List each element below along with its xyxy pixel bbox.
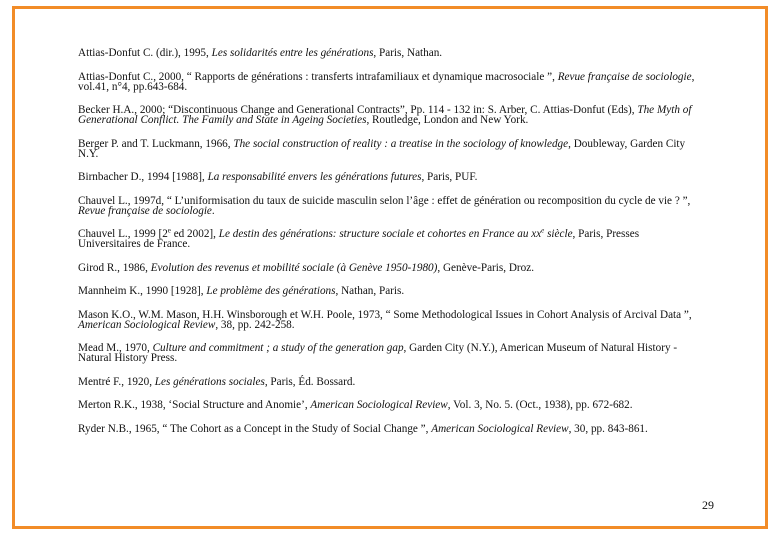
reference-entry bbox=[78, 286, 702, 296]
reference-text: Chauvel L., 1999 [2 bbox=[78, 228, 168, 240]
reference-text: Mentré F., 1920, bbox=[78, 375, 155, 388]
reference-text: Mead M., 1970, bbox=[78, 342, 153, 354]
reference-text: Ryder N.B., 1965, “ The Cohort as a Concept in the Study of Social Change ”, bbox=[78, 422, 432, 435]
reference-title: American Sociological Review bbox=[310, 399, 448, 411]
reference-title: Evolution des revenus et mobilité sociale (à Genève 1950-1980) bbox=[150, 261, 438, 274]
reference-text: , 38, pp. 242-258. bbox=[215, 318, 295, 331]
reference-text: Berger P. and T. Luckmann, 1966, bbox=[78, 137, 234, 150]
reference-text: , Nathan, Paris. bbox=[335, 285, 405, 297]
reference-entry bbox=[78, 400, 702, 410]
reference-text: , Paris, Éd. Bossard. bbox=[264, 375, 356, 388]
reference-text: , Genève-Paris, Droz. bbox=[437, 261, 534, 274]
reference-text: , Garden City (N.Y.), American Museum of Natural History - Natural History Press. bbox=[78, 342, 678, 364]
reference-title: siècle bbox=[544, 228, 573, 240]
reference-title: The Myth of Generational Conflict. The Family and State in Ageing Societies bbox=[78, 104, 692, 126]
reference-title: La responsabilité envers les générations futures bbox=[207, 171, 422, 183]
reference-title: The social construction of reality : a treatise in the sociology of knowledge bbox=[233, 137, 569, 150]
reference-title: Revue française de sociologie bbox=[557, 70, 692, 83]
reference-title: American Sociological Review bbox=[431, 422, 569, 435]
reference-entry bbox=[78, 263, 702, 273]
reference-title: Les générations sociales bbox=[154, 375, 265, 388]
reference-text: , vol.41, n°4, pp.643-684. bbox=[78, 70, 695, 93]
reference-entry bbox=[78, 424, 702, 434]
reference-entry bbox=[78, 310, 702, 330]
reference-superscript: e bbox=[167, 226, 171, 235]
reference-title: Les solidarités entre les générations bbox=[211, 47, 374, 59]
reference-entry bbox=[78, 72, 702, 92]
reference-text: Chauvel L., 1997d, “ L’uniformisation du taux de suicide masculin selon l’âge : effet de génération ou recomposition du cycle de vie ? ”, bbox=[78, 194, 691, 207]
reference-text: , Doubleway, Garden City N.Y. bbox=[78, 137, 686, 160]
reference-entry bbox=[78, 343, 702, 363]
reference-text: , Vol. 3, No. 5. (Oct., 1938), pp. 672-682. bbox=[447, 399, 633, 411]
reference-title: Culture and commitment ; a study of the generation gap bbox=[152, 342, 404, 354]
reference-text: ed 2002], bbox=[170, 228, 219, 240]
reference-entry bbox=[78, 48, 702, 58]
reference-text: Girod R., 1986, bbox=[78, 261, 151, 274]
reference-title: Le problème des générations bbox=[206, 285, 336, 297]
reference-entry bbox=[78, 377, 702, 387]
reference-entry bbox=[78, 139, 702, 159]
reference-text: , Routledge, London and New York. bbox=[366, 114, 529, 126]
reference-superscript: e bbox=[541, 226, 545, 235]
reference-text: Becker H.A., 2000; “Discontinuous Change and Generational Contracts”, Pp. 114 - 132 in: S. Arber, C. Attias-Donfut (Eds), bbox=[78, 104, 638, 116]
reference-text: , Paris, Nathan. bbox=[373, 47, 443, 59]
reference-text: Mason K.O., W.M. Mason, H.H. Winsborough et W.H. Poole, 1973, “ Some Methodological Issues in Cohort Analysis of Arcival Data ”, bbox=[78, 308, 692, 321]
reference-title: American Sociological Review bbox=[78, 318, 216, 331]
reference-text: Birnbacher D., 1994 [1988], bbox=[78, 171, 208, 183]
reference-text: , Paris, Presses Universitaires de France. bbox=[78, 228, 640, 250]
reference-entry bbox=[78, 172, 702, 182]
reference-entry bbox=[78, 196, 702, 216]
reference-text: Attias-Donfut C. (dir.), 1995, bbox=[78, 47, 212, 59]
reference-text: Attias-Donfut C., 2000, “ Rapports de générations : transferts intrafamiliaux et dynamique macrosociale ”, bbox=[78, 70, 558, 83]
page-number: 29 bbox=[702, 498, 714, 512]
reference-text: , Paris, PUF. bbox=[421, 171, 478, 183]
reference-title: Le destin des générations: structure sociale et cohortes en France au xx bbox=[218, 228, 542, 240]
reference-entry bbox=[78, 226, 702, 250]
reference-title: Revue française de sociologie bbox=[78, 204, 212, 217]
reference-text: . bbox=[211, 204, 215, 217]
reference-text: Merton R.K., 1938, ‘Social Structure and Anomie’, bbox=[78, 399, 311, 411]
reference-list bbox=[78, 48, 702, 447]
reference-entry bbox=[78, 105, 702, 125]
reference-text: , 30, pp. 843-861. bbox=[568, 422, 648, 435]
reference-text: Mannheim K., 1990 [1928], bbox=[78, 285, 207, 297]
